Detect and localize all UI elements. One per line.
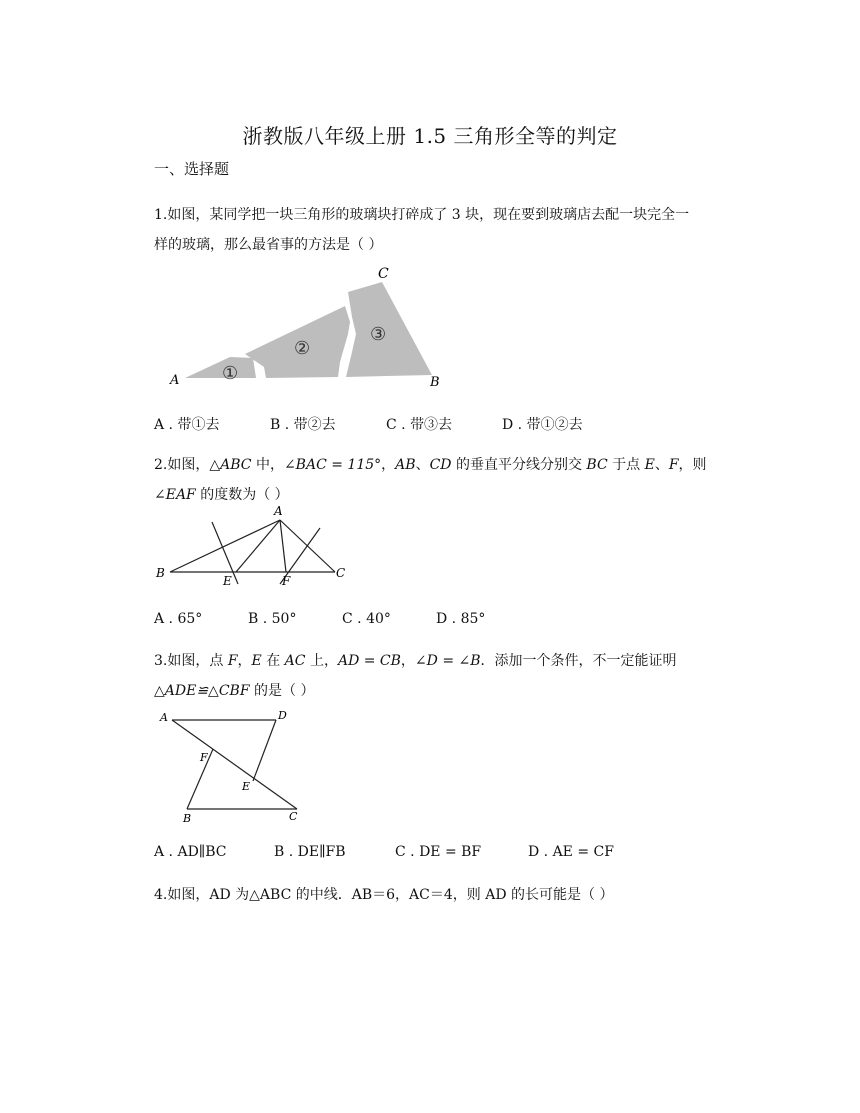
label-A: A xyxy=(170,373,180,388)
q1-option-a[interactable]: A . 带①去 xyxy=(154,417,220,433)
question-2-options xyxy=(154,611,754,633)
question-2-figure xyxy=(150,500,360,590)
q3-option-a[interactable]: A . AD∥BC xyxy=(154,844,227,860)
q1-option-c[interactable]: C . 带③去 xyxy=(386,417,453,433)
label-B: B xyxy=(183,812,192,825)
label-B: B xyxy=(430,375,440,390)
q2-math-seg: CD xyxy=(429,457,452,473)
question-4-line-1: 4.如图，AD 为△ABC 的中线．AB＝6，AC＝4，则 AD 的长可能是（ ） xyxy=(154,887,614,903)
segment-AB xyxy=(170,520,280,572)
q3-text-seg: ， xyxy=(400,653,415,669)
section-title: 一、选择题 xyxy=(154,160,230,178)
q2-text-seg: 2.如图， xyxy=(154,457,210,473)
q2-math-seg: BC xyxy=(586,457,608,473)
q2-math-seg: F xyxy=(668,457,679,473)
label-A: A xyxy=(160,711,168,724)
q2-option-a[interactable]: A . 65° xyxy=(154,611,203,627)
q3-option-d[interactable]: D . AE = CF xyxy=(528,844,614,860)
piece-2-label: ② xyxy=(294,338,311,359)
question-4-text xyxy=(154,880,714,910)
piece-3-label: ③ xyxy=(370,324,387,345)
question-1-text xyxy=(154,200,714,260)
q3-math-seg: AD = CB xyxy=(337,653,401,669)
q2-option-d[interactable]: D . 85° xyxy=(436,611,486,627)
question-3-line-2 xyxy=(154,676,714,706)
q3-math-seg: F xyxy=(227,653,238,669)
question-1-options xyxy=(154,414,754,436)
question-2-line-1 xyxy=(154,450,714,480)
q2-text-seg: 、 xyxy=(415,457,430,473)
segment-AF xyxy=(280,520,286,572)
piece-1-label: ① xyxy=(222,363,239,384)
question-1-line-2: 样的玻璃，那么最省事的方法是（ ） xyxy=(154,237,383,253)
q1-option-b[interactable]: B . 带②去 xyxy=(270,417,336,433)
segment-AC xyxy=(172,720,297,809)
q2-text-seg: ，则 xyxy=(678,457,707,473)
q2-text-seg: 中， xyxy=(251,457,284,473)
q2-text-seg: 于点 xyxy=(607,457,645,473)
q3-math-seg: ∠D = ∠B xyxy=(414,653,481,669)
q3-math-seg: AC xyxy=(284,653,306,669)
q3-text-seg: ．添加一个条件，不一定能证明 xyxy=(480,653,677,669)
label-E: E xyxy=(223,574,232,588)
q2-text-seg: 的垂直平分线分别交 xyxy=(451,457,587,473)
q2-option-c[interactable]: C . 40° xyxy=(342,611,391,627)
label-E: E xyxy=(242,780,251,793)
label-B: B xyxy=(156,566,165,580)
q3-math-seg: △ADE≌△CBF xyxy=(154,683,250,699)
label-F: F xyxy=(282,574,291,588)
q3-text-seg: 在 xyxy=(261,653,285,669)
label-F: F xyxy=(200,751,208,764)
q3-text-seg: 3.如图，点 xyxy=(154,653,228,669)
glass-piece-1 xyxy=(185,357,256,378)
label-C: C xyxy=(378,266,389,282)
page-title: 浙教版八年级上册 1.5 三角形全等的判定 xyxy=(242,124,618,148)
label-D: D xyxy=(278,709,287,722)
q2-text-seg: ， xyxy=(381,457,396,473)
q2-text-seg: 的度数为（ ） xyxy=(195,487,289,503)
q1-option-d[interactable]: D . 带①②去 xyxy=(502,417,583,433)
question-1-line-1: 1.如图，某同学把一块三角形的玻璃块打碎成了 3 块，现在要到玻璃店去配一块完全一 xyxy=(154,207,690,223)
question-3-figure xyxy=(152,705,312,827)
q3-option-b[interactable]: B . DE∥FB xyxy=(274,844,346,860)
q2-option-b[interactable]: B . 50° xyxy=(248,611,297,627)
question-3-line-1 xyxy=(154,646,714,676)
label-C: C xyxy=(289,810,298,823)
question-1-figure xyxy=(160,262,450,392)
q3-text-seg: 的是（ ） xyxy=(249,683,315,699)
label-C: C xyxy=(336,566,346,580)
glass-piece-3 xyxy=(346,282,432,377)
question-3-options xyxy=(154,844,754,866)
q3-option-c[interactable]: C . DE = BF xyxy=(395,844,482,860)
q3-math-seg: E xyxy=(251,653,262,669)
q2-math-seg: AB xyxy=(395,457,416,473)
question-3-text xyxy=(154,646,714,706)
q2-math-seg: E xyxy=(644,457,655,473)
q2-math-seg: △ABC xyxy=(209,457,252,473)
segment-AE xyxy=(236,520,280,572)
label-A: A xyxy=(274,504,283,518)
q2-text-seg: 、 xyxy=(654,457,669,473)
q3-text-seg: ， xyxy=(237,653,252,669)
q3-text-seg: 上， xyxy=(305,653,338,669)
segment-DE xyxy=(253,720,276,781)
q2-math-seg: ∠EAF xyxy=(154,487,196,503)
q2-math-seg: ∠BAC = 115° xyxy=(283,457,382,473)
